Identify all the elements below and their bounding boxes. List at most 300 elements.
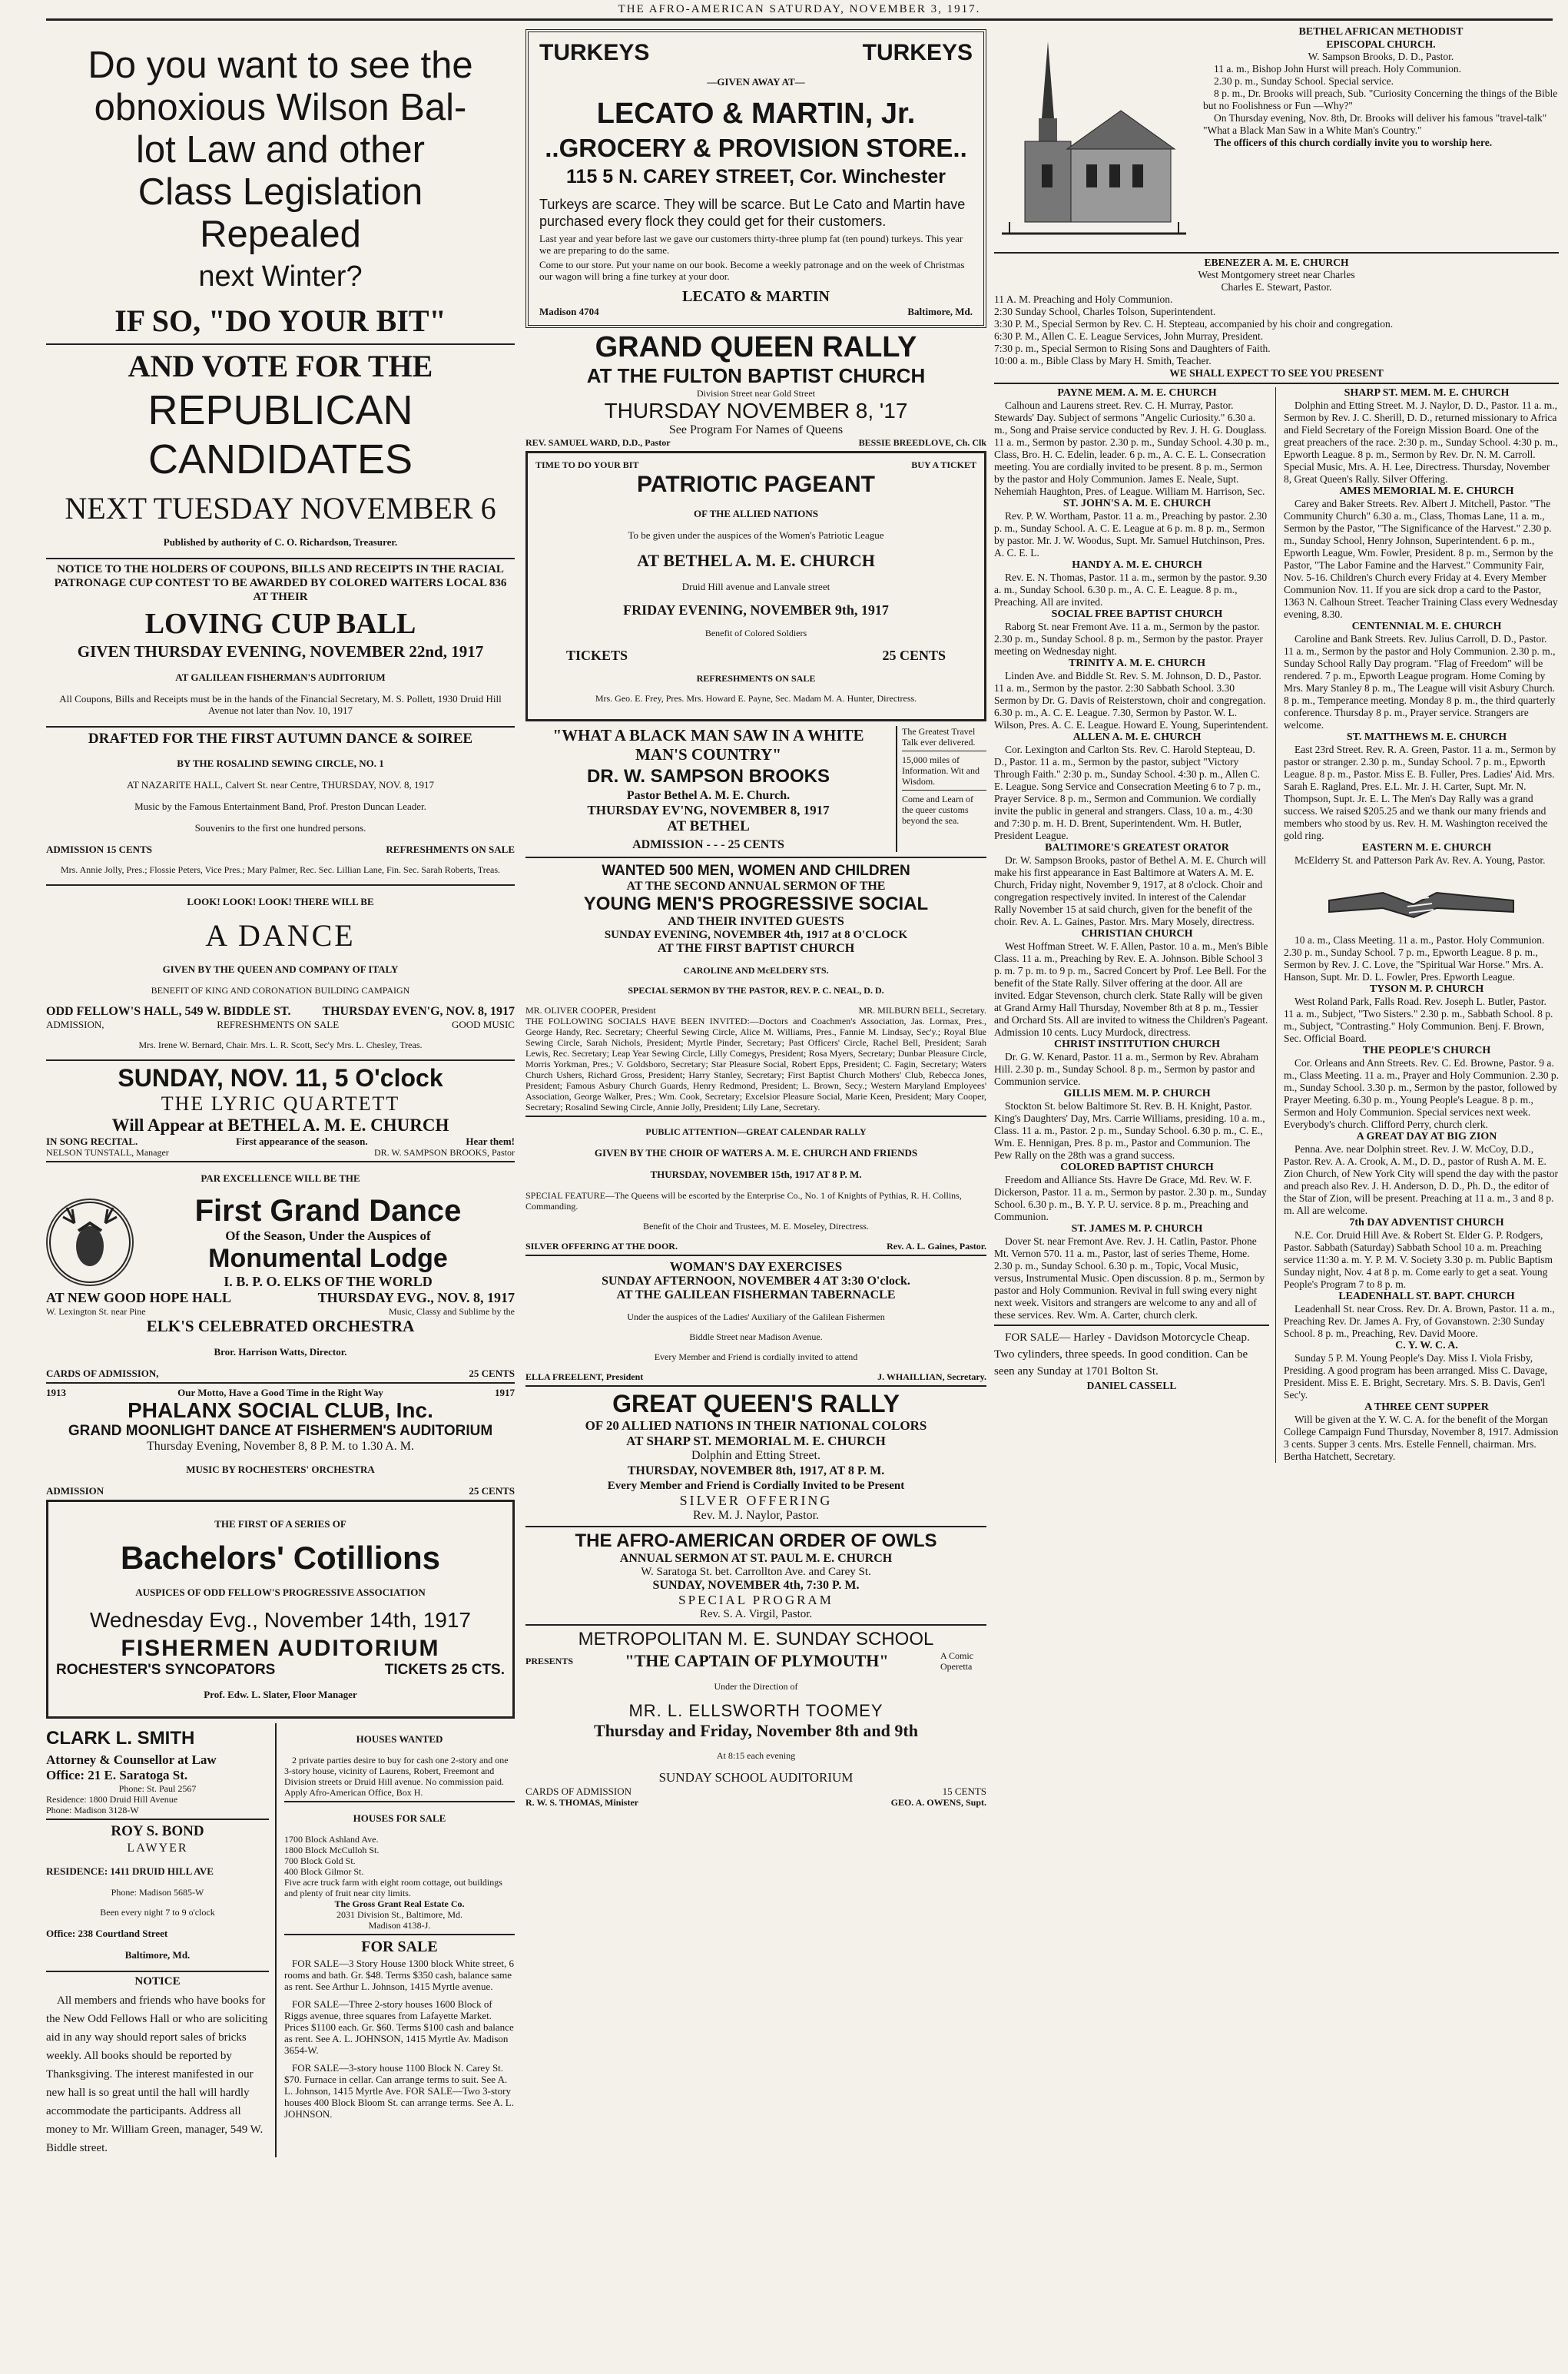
calendar-date: THURSDAY, NOVEMBER 15th, 1917 AT 8 P. M.	[650, 1169, 862, 1180]
church-title: ST. JOHN'S A. M. E. CHURCH	[1062, 498, 1212, 509]
cotillions-tickets: TICKETS 25 CTS.	[384, 1662, 505, 1678]
soiree-title: DRAFTED FOR THE FIRST AUTUMN DANCE & SOIREE	[88, 731, 473, 747]
great-queens-rev: Rev. M. J. Naylor, Pastor.	[692, 1509, 820, 1522]
bethel-line: The officers of this church cordially invite you to worship here.	[1214, 137, 1493, 148]
elks-director: Bror. Harrison Watts, Director.	[214, 1346, 347, 1358]
brooks-name: DR. W. SAMPSON BROOKS	[586, 766, 830, 787]
houses-sale-item: 1700 Block Ashland Ave.	[284, 1834, 379, 1845]
church-text: West Roland Park, Falls Road. Rev. Joseph L. Butler, Pastor. 11 a. m., Subject, "Two Sisters." 2.30 p. m., Sabbath School. 8 p. m., Subject, "Contrasting." Holy Communion. Benj. F. Brown, Sec. Official Board.	[1284, 996, 1553, 1044]
church-title: TRINITY A. M. E. CHURCH	[1069, 658, 1205, 669]
cotillions-manager: Prof. Edw. L. Slater, Floor Manager	[204, 1689, 357, 1700]
turkeys-last: Last year and year before last we gave our customers thirty-three plump fat (ten pound) turkeys. This year we are preparing to do the same.	[539, 233, 963, 256]
ebenezer-line: WE SHALL EXPECT TO SEE YOU PRESENT	[1169, 367, 1384, 379]
church-text: Rev. P. W. Wortham, Pastor. 11 a. m., Preaching by pastor. 2.30 p. m., Sunday School. A. C. E. League at 6 p. m. 8 p. m., Sermon by pastor. Mr. J. W. Woodus, Supt. Mr. Samuel Hutchinson, Pres. A. C. E. L.	[994, 510, 1268, 559]
pageant-ad	[525, 451, 986, 721]
church-notice	[994, 928, 1269, 1039]
ebenezer-line: 11 A. M. Preaching and Holy Communion.	[994, 293, 1173, 305]
church-title: GILLIS MEM. M. P. CHURCH	[1063, 1088, 1211, 1099]
elks-price: 25 CENTS	[469, 1368, 515, 1379]
church-text: Stockton St. below Baltimore St. Rev. B. H. Knight, Pastor. King's Daughters' Day, Mrs. Carrie Williams, presiding. 10 a. m., Class. 11 a. m., Pastor. 2 p. m., Sunday School. 6.30 p. m., C. E., Wm. E. Hennigan, Pres. 8 p. m., Pastor and Communion. The Pew Rally on the 28th was a grand success.	[994, 1100, 1265, 1161]
queen-rally-title: GRAND QUEEN RALLY	[595, 331, 917, 363]
houses-sale-phone: Madison 4138-J.	[368, 1920, 431, 1931]
cotillions-ad	[46, 1500, 515, 1719]
ymps-and: AND THEIR INVITED GUESTS	[668, 915, 844, 928]
wilson-next: NEXT TUESDAY NOVEMBER 6	[65, 491, 496, 526]
wilson-ifso: IF SO, "DO YOUR BIT"	[114, 303, 446, 338]
handshake-icon	[1321, 870, 1521, 931]
church-title: CENTENNIAL M. E. CHURCH	[1351, 621, 1502, 632]
pageant-time: TIME TO DO YOUR BIT	[535, 459, 639, 470]
ebenezer-pastor: Charles E. Stewart, Pastor.	[1221, 281, 1332, 293]
bond-hours: Been every night 7 to 9 o'clock	[100, 1907, 215, 1918]
bond-name: ROY S. BOND	[111, 1823, 204, 1839]
church-text: N.E. Cor. Druid Hill Ave. & Robert St. Elder G. P. Rodgers, Pastor. Sabbath (Saturday) Sabbath School 10 a. m. Preaching service 11:30 a. m. Y. P. M. V. Society 3.30 p. m. Public Baptism Sunday night, Nov. 4 at 8 p. m. Come early to get a seat. Young People's Program 7 to 8 p. m.	[1284, 1229, 1553, 1290]
wilson-ad	[46, 45, 515, 548]
metropolitan-comic: A Comic Operetta	[940, 1650, 974, 1672]
church-text: East 23rd Street. Rev. R. A. Green, Pastor. 11 a. m., Sermon by pastor or stranger. 2.30 p. m., Sunday School. 7 p. m., Epworth League. 8 p. m., Pastor. Miss E. B. Fuller, Pres. Ladies' Aid. Mrs. Sarah E. Ragland, Pres. E.L. Mr. J. H. Carter, Supt. Mr. N. Thompson, Supt. Jr. E. L. The Men's Day Rally was a grand success. We raised $205.25 and we thank our many friends and members who stood by us. Rev. H. M. Washington received the gold ring.	[1284, 744, 1556, 841]
elks-lodge: Monumental Lodge	[208, 1244, 448, 1273]
loving-title: LOVING CUP BALL	[144, 608, 416, 640]
elks-cards: CARDS OF ADMISSION,	[46, 1368, 159, 1379]
brooks-date: THURSDAY EV'NG, NOVEMBER 8, 1917	[587, 803, 830, 817]
church-notice	[994, 658, 1269, 731]
ebenezer-street: West Montgomery street near Charles	[1198, 269, 1355, 280]
church-directory-right	[1284, 387, 1559, 1463]
elks-season: Of the Season, Under the Auspices of	[225, 1228, 431, 1243]
church-title: PAYNE MEM. A. M. E. CHURCH	[1057, 387, 1217, 399]
for-sale	[284, 1938, 515, 2120]
wilson-line: Class Legislation	[138, 171, 423, 213]
smith-phone: Phone: St. Paul 2567	[118, 1783, 197, 1794]
church-text: Caroline and Bank Streets. Rev. Julius Carroll, D. D., Pastor. 11 a. m., Sermon by the pastor and Holy Communion. 2.30 p. m., Sunday School Rally Day program. "Flag of Freedom" will be rendered. 7 p. m., Epworth League program. Home Coming by Mrs. Mary Stanley 8 p. m., The League will visit Asbury Church. 8 p. m., Temperance meeting. Monday 8 p. m., the third quarterly conference. Thursday 8 p. m., Prayer service. Strangers are welcome.	[1284, 633, 1556, 731]
church-text: Dr. G. W. Kenard, Pastor. 11 a. m., Sermon by Rev. Abraham Hill. 2.30 p. m., Sunday School. 8 p. m., Sermon by pastor and Communion service.	[994, 1051, 1259, 1087]
brooks-side: Come and Learn of the queer customs beyond the sea.	[902, 794, 973, 826]
queen-rally-program: See Program For Names of Queens	[668, 423, 844, 436]
great-queens-ad	[525, 1390, 986, 1523]
phalanx-price: 25 CENTS	[469, 1485, 515, 1497]
pageant-officers: Mrs. Geo. E. Frey, Pres. Mrs. Howard E. Payne, Sec. Madam M. A. Hunter, Directress.	[595, 693, 917, 704]
church-notice	[1284, 1340, 1559, 1401]
ebenezer-title: EBENEZER A. M. E. CHURCH	[1204, 257, 1349, 268]
church-text: Freedom and Alliance Sts. Havre De Grace, Md. Rev. W. F. Dickerson, Pastor. 11 a. m., Sermon by pastor. 2.30 p. m., Sunday School. 6.30 p. m., B. Y. P. U. service. 8 p. m., Preaching and Communion.	[994, 1174, 1267, 1222]
wilson-line: lot Law and other	[136, 129, 425, 171]
church-title: ST. MATTHEWS M. E. CHURCH	[1346, 731, 1507, 743]
masthead: THE AFRO-AMERICAN SATURDAY, NOVEMBER 3, 1917.	[46, 3, 1553, 21]
metropolitan-captain: "THE CAPTAIN OF PLYMOUTH"	[625, 1651, 889, 1670]
owls-date: SUNDAY, NOVEMBER 4th, 7:30 P. M.	[652, 1579, 860, 1592]
elks-orchestra: ELK'S CELEBRATED ORCHESTRA	[146, 1317, 415, 1335]
turkeys-city: Baltimore, Md.	[907, 306, 973, 317]
wilson-published: Published by authority of C. O. Richardson, Treasurer.	[163, 536, 398, 548]
loving-at: AT GALILEAN FISHERMAN'S AUDITORIUM	[175, 671, 386, 683]
cotillions-auspices: AUSPICES OF ODD FELLOW'S PROGRESSIVE ASSOCIATION	[135, 1587, 426, 1598]
bond-city: Baltimore, Md.	[124, 1949, 191, 1961]
dance-hall: ODD FELLOW'S HALL, 549 W. BIDDLE ST.	[46, 1005, 291, 1018]
ymps-title: YOUNG MEN'S PROGRESSIVE SOCIAL	[583, 894, 929, 914]
phalanx-motto: Our Motto, Have a Good Time in the Right Way	[177, 1387, 383, 1398]
turkeys-phone: Madison 4704	[539, 306, 599, 317]
queen-rally-ch: BESSIE BREEDLOVE, Ch. Clk	[858, 437, 986, 448]
church-notice	[1284, 1401, 1559, 1463]
soiree-music: Music by the Famous Entertainment Band, Prof. Preston Duncan Leader.	[134, 801, 426, 812]
church-text: Cor. Lexington and Carlton Sts. Rev. C. Harold Stepteau, D. D., Pastor. 11 a. m., Sermon by the pastor, subject "Victory Through Faith." 2:30 p. m., Sunday School. 4:30 p. m., Allen C. E. League. Song Service and Consecration Meeting 6 to 7 p. m., Prayer Service. 8 p. m., Sermon and Communion. We cordially invite the public in general and strangers. Class, 10 a. m., 4:30 and 7:30 p. m. H. D. Brent, Superintendent. Wm. H. Butler, President League.	[994, 744, 1261, 841]
calendar-ad	[525, 1126, 986, 1252]
church-title: CHRISTIAN CHURCH	[1081, 928, 1193, 940]
metropolitan-presents: PRESENTS	[525, 1656, 574, 1666]
for-sale-item: FOR SALE—Three 2-story houses 1600 Block of Riggs avenue, three squares from Lafayette Market. Prices $1100 each. Gr. $60. Terms $100 cash and balance as rent. See A. L. JOHNSON, 1415 Myrtle Av. Madison 3654-W.	[284, 1998, 514, 2056]
church-title: A THREE CENT SUPPER	[1364, 1401, 1489, 1413]
church-title: BALTIMORE'S GREATEST ORATOR	[1045, 842, 1229, 854]
metropolitan-supt: GEO. A. OWENS, Supt.	[890, 1797, 986, 1808]
elks-hall: AT NEW GOOD HOPE HALL	[46, 1290, 232, 1305]
church-notice	[994, 498, 1269, 559]
bethel-line: On Thursday evening, Nov. 8th, Dr. Brooks will deliver his famous "travel-talk" "What a Black Man Saw in a White Man's Country."	[1203, 112, 1547, 136]
church-text: Raborg St. near Fremont Ave. 11 a. m., Sermon by the pastor. 2.30 p. m., Sunday School. 8 p. m., Sermon by the pastor. Prayer meeting on Wednesday night.	[994, 621, 1263, 657]
turkeys-given: —GIVEN AWAY AT—	[707, 76, 805, 88]
ymps-ad	[525, 863, 986, 1112]
brooks-at: AT BETHEL	[667, 818, 750, 834]
church-text: Linden Ave. and Biddle St. Rev. S. M. Johnson, D. D., Pastor. 11 a. m., Sermon by the pastor. 2:30 Sabbath School. 3.30 Sermon by Dr. G. Davis of Reisterstown, choir and congregation. 6.30 p. m., A. C. E. League. 7.30, Sermon by Pastor. W. L. Wilson, Pres. A. C. E. League. Howard E. Young, Superintendent.	[994, 670, 1268, 731]
church-notice	[1284, 621, 1559, 731]
church-text: Rev. E. N. Thomas, Pastor. 11 a. m., sermon by the pastor. 9.30 a. m., Sunday School. 6.30 p. m., A. C. E. League. 8 p. m., Preaching. All are invited.	[994, 572, 1268, 608]
cotillions-title: Bachelors' Cotillions	[120, 1540, 441, 1576]
calendar-public: PUBLIC ATTENTION—GREAT CALENDAR RALLY	[645, 1126, 867, 1137]
dance-admission: ADMISSION,	[46, 1019, 104, 1030]
lyric-first: First appearance of the season.	[236, 1136, 368, 1147]
church-notice	[994, 1039, 1269, 1088]
church-title: CHRIST INSTITUTION CHURCH	[1053, 1039, 1220, 1050]
church-notice	[994, 387, 1269, 498]
queen-rally-at: AT THE FULTON BAPTIST CHURCH	[586, 364, 926, 387]
calendar-given: GIVEN BY THE CHOIR OF WATERS A. M. E. CHURCH AND FRIENDS	[594, 1147, 918, 1159]
church-notice	[1284, 486, 1559, 621]
houses-sale-item: 400 Block Gilmor St.	[284, 1866, 364, 1877]
cotillions-band: ROCHESTER'S SYNCOPATORS	[56, 1662, 276, 1678]
wilson-line: obnoxious Wilson Bal-	[94, 87, 467, 128]
smith-name: CLARK L. SMITH	[46, 1728, 195, 1749]
dance-sec: Mrs. Irene W. Bernard, Chair. Mrs. L. R. Scott, Sec'y Mrs. L. Chesley, Treas.	[138, 1039, 423, 1050]
bond-title: LAWYER	[127, 1842, 188, 1855]
brooks-q: "WHAT A BLACK MAN SAW IN A WHITE MAN'S COUNTRY"	[552, 726, 864, 764]
bethel-line: 11 a. m., Bishop John Hurst will preach. Holy Communion.	[1214, 63, 1461, 75]
soiree-souvenirs: Souvenirs to the first one hundred persons.	[194, 822, 366, 834]
church-title: COLORED BAPTIST CHURCH	[1060, 1162, 1214, 1173]
lyric-hear: Hear them!	[466, 1136, 515, 1147]
phalanx-year1: 1913	[46, 1387, 66, 1398]
cotillions-first: THE FIRST OF A SERIES OF	[214, 1518, 346, 1530]
houses-wanted-title: HOUSES WANTED	[356, 1733, 443, 1745]
dance-title: A DANCE	[205, 918, 356, 953]
owls-title: THE AFRO-AMERICAN ORDER OF OWLS	[575, 1530, 937, 1551]
smith-title: Attorney & Counsellor at Law	[46, 1752, 217, 1767]
queen-rally-street: Division Street near Gold Street	[697, 388, 815, 399]
bethel-sub: EPISCOPAL CHURCH.	[1326, 38, 1436, 50]
womans-date: SUNDAY AFTERNOON, NOVEMBER 4 AT 3:30 O'clock.	[602, 1275, 910, 1288]
houses-sale-company: The Gross Grant Real Estate Co.	[334, 1898, 465, 1909]
church-notice	[994, 608, 1269, 658]
turkeys-ad	[525, 29, 986, 328]
calendar-benefit: Benefit of the Choir and Trustees, M. E. Moseley, Directress.	[643, 1221, 869, 1232]
wilson-line: Repealed	[200, 214, 361, 255]
elks-par: PAR EXCELLENCE WILL BE THE	[201, 1172, 360, 1184]
for-sale-item: FOR SALE—3 Story House 1300 block White street, 6 rooms and bath. Gr. $48. Terms $350 cash, balance same as rent. See Arthur L. Johnson, 1415 Myrtle avenue.	[284, 1958, 514, 1992]
smith-phone2: Phone: Madison 3128-W	[46, 1805, 139, 1815]
pageant-date: FRIDAY EVENING, NOVEMBER 9th, 1917	[623, 602, 889, 618]
owls-street: W. Saratoga St. bet. Carrollton Ave. and Carey St.	[641, 1566, 871, 1578]
pageant-given: To be given under the auspices of the Women's Patriotic League	[628, 529, 884, 541]
pageant-refresh: REFRESHMENTS ON SALE	[696, 673, 816, 684]
bethel-notice	[994, 26, 1559, 249]
elks-date: THURSDAY EVG., NOV. 8, 1917	[317, 1290, 515, 1305]
wilson-candidates: CANDIDATES	[148, 436, 413, 482]
womans-sec: J. WHAILLIAN, Secretary.	[877, 1371, 986, 1382]
phalanx-year2: 1917	[495, 1387, 515, 1398]
church-notice	[1284, 1217, 1559, 1291]
column-left	[46, 26, 515, 2362]
great-queens-offering: SILVER OFFERING	[679, 1493, 833, 1508]
smith-residence: Residence: 1800 Druid Hill Avenue	[46, 1794, 178, 1805]
turkeys-sign: LECATO & MARTIN	[682, 288, 830, 305]
bond-phone: Phone: Madison 5685-W	[111, 1887, 204, 1898]
great-queens-street: Dolphin and Etting Street.	[691, 1449, 820, 1462]
turkeys-store: ..GROCERY & PROVISION STORE..	[545, 134, 967, 162]
bethel-pastor: W. Sampson Brooks, D. D., Pastor.	[1308, 51, 1454, 62]
pageant-tickets: TICKETS	[566, 648, 628, 663]
church-notice	[1284, 842, 1559, 867]
wilson-vote: AND VOTE FOR THE	[128, 349, 433, 383]
dance-given: GIVEN BY THE QUEEN AND COMPANY OF ITALY	[162, 963, 399, 975]
brooks-ad	[525, 726, 986, 858]
church-title: EASTERN M. E. CHURCH	[1361, 842, 1492, 854]
church-notice	[1284, 983, 1559, 1045]
church-notice	[1284, 1131, 1559, 1217]
brooks-side: The Greatest Travel Talk ever delivered.	[902, 726, 986, 751]
turkeys-word: TURKEYS	[862, 40, 973, 65]
elks-ibpo: I. B. P. O. ELKS OF THE WORLD	[224, 1274, 433, 1289]
calendar-offering: SILVER OFFERING AT THE DOOR.	[525, 1241, 678, 1252]
turkeys-firm: LECATO & MARTIN, Jr.	[596, 98, 916, 130]
wilson-line: next Winter?	[198, 260, 363, 293]
church-title: THE PEOPLE'S CHURCH	[1362, 1045, 1491, 1056]
bethel-line: 8 p. m., Dr. Brooks will preach, Sub. "Curiosity Concerning the things of the Bible but no Foolishness or Fun —Why?"	[1203, 88, 1558, 111]
phalanx-dance: GRAND MOONLIGHT DANCE AT FISHERMEN'S AUDITORIUM	[68, 1423, 493, 1439]
dance-refresh: REFRESHMENTS ON SALE	[217, 1019, 340, 1030]
soiree-ad	[46, 731, 515, 875]
phalanx-date: Thursday Evening, November 8, 8 P. M. to 1.30 A. M.	[147, 1440, 414, 1453]
soiree-admission: ADMISSION 15 CENTS	[46, 844, 152, 855]
church-notice	[994, 1223, 1269, 1321]
phalanx-ad	[46, 1387, 515, 1497]
calendar-special: SPECIAL FEATURE—The Queens will be escorted by the Enterprise Co., No. 1 of Knights of Pythias, R. H. Collins, Commanding.	[525, 1190, 962, 1212]
ymps-at: AT THE SECOND ANNUAL SERMON OF THE	[626, 880, 886, 893]
church-notice	[1284, 731, 1559, 842]
great-queens-at: AT SHARP ST. MEMORIAL M. E. CHURCH	[626, 1434, 886, 1448]
lyric-quartet: THE LYRIC QUARTETT	[161, 1093, 400, 1115]
church-title: AMES MEMORIAL M. E. CHURCH	[1339, 486, 1514, 497]
houses-wanted-text: 2 private parties desire to buy for cash one 2-story and one 3-story house, vicinity of Laurens, Robert, Freemont and Division streets or Druid Hill avenue. No commission paid. Apply Afro-American Office, Box H.	[284, 1755, 509, 1798]
ymps-street: CAROLINE AND McELDERY STS.	[683, 965, 829, 976]
elks-ad	[46, 1172, 515, 1379]
pageant-addr: Druid Hill avenue and Lanvale street	[681, 581, 830, 592]
lyric-ad	[46, 1064, 515, 1158]
owls-program: SPECIAL PROGRAM	[678, 1593, 834, 1607]
turkeys-word: TURKEYS	[539, 40, 650, 65]
metropolitan-price: 15 CENTS	[942, 1785, 986, 1797]
church-title: ALLEN A. M. E. CHURCH	[1072, 731, 1202, 743]
church-notice	[994, 559, 1269, 608]
phalanx-admission: ADMISSION	[46, 1485, 104, 1497]
notice-text: All members and friends who have books for the New Odd Fellows Hall or who are soliciting aid in any way should report sales of bricks weekly. All books should be reported by Thanksgiving. The interest manifested in our new hall is so great until the hall will hardly accommodate the participants. Address all money to Mr. William Green, manager, 549 W. Biddle street.	[46, 1994, 268, 2154]
church-text: Calhoun and Laurens street. Rev. C. H. Murray, Pastor. Stewards' Day. Subject of sermons "Angelic Curiosity." 6.30 a. m., Song and Praise service conducted by Rev. J. H. G. Douglass. 11 a. m., Sermon by pastor. 2.30 p. m., Sunday School. 4.30 p. m., Class, Bro. H. C. Edelin, leader. 6 p. m., A. C. E. L. Consecration meeting. You are cordially invited to be present. 8 p. m., Sermon by the pastor and Holy Communion. James E. Neale, Supt. Nehemiah Haughton, Pres. of League. William M. Harrison, Sec.	[994, 400, 1269, 497]
ymps-sermon: SPECIAL SERMON BY THE PASTOR, REV. P. C. NEAL, D. D.	[628, 985, 884, 996]
brooks-side: 15,000 miles of Information. Wit and Wisdom.	[902, 751, 986, 791]
great-queens-every: Every Member and Friend is Cordially Invited to be Present	[607, 1480, 905, 1492]
church-title: 7th DAY ADVENTIST CHURCH	[1349, 1217, 1504, 1228]
houses-sale-addr: 2031 Division St., Baltimore, Md.	[336, 1909, 462, 1920]
soiree-officers: Mrs. Annie Jolly, Pres.; Flossie Peters, Vice Pres.; Mary Palmer, Rec. Sec. Lillian Lane, Fin. Sec. Sarah Roberts, Treas.	[60, 864, 501, 875]
church-directory-left	[994, 387, 1276, 1463]
church-title: ST. JAMES M. P. CHURCH	[1071, 1223, 1203, 1235]
metropolitan-time: At 8:15 each evening	[716, 1750, 796, 1761]
bond-residence: RESIDENCE: 1411 DRUID HILL AVE	[46, 1865, 214, 1877]
loving-cup-ad	[46, 562, 515, 716]
elks-street: W. Lexington St. near Pine	[46, 1306, 146, 1317]
womans-every: Every Member and Friend is cordially invited to attend	[654, 1351, 858, 1362]
owls-sermon: ANNUAL SERMON AT ST. PAUL M. E. CHURCH	[619, 1552, 893, 1565]
womans-street: Biddle Street near Madison Avenue.	[689, 1331, 823, 1342]
ebenezer-line: 10:00 a. m., Bible Class by Mary H. Smith, Teacher.	[994, 355, 1212, 366]
cotillions-date: Wednesday Evg., November 14th, 1917	[89, 1608, 471, 1632]
ymps-date: SUNDAY EVENING, NOVEMBER 4th, 1917 at 8 O'CLOCK	[604, 929, 908, 941]
elks-music: Music, Classy and Sublime by the	[389, 1306, 515, 1317]
houses-sale-text: Five acre truck farm with eight room cottage, out buildings and plenty of fruit near city limits.	[284, 1877, 502, 1898]
column-middle	[525, 26, 986, 2362]
church-text: Dr. W. Sampson Brooks, pastor of Bethel A. M. E. Church will make his first appearance in East Baltimore at Waters A. M. E. Church, Friday night, November 9, 1917, at 8 o'clock. Choir and congregation respectively invited. In interest of the Calendar Rally November 15 at said church, given for the benefit of the choir. Rev. A. L. Gaines, Pastor. Mrs. Mary Mosely, directress.	[994, 854, 1267, 927]
smith-office: Office: 21 E. Saratoga St.	[46, 1768, 188, 1782]
ymps-wanted: WANTED 500 MEN, WOMEN AND CHILDREN	[602, 863, 910, 879]
lyric-appear: Will Appear at BETHEL A. M. E. CHURCH	[111, 1116, 449, 1135]
turkeys-addr: 115 5 N. CAREY STREET, Cor. Winchester	[566, 166, 946, 187]
pageant-price: 25 CENTS	[882, 648, 946, 663]
metropolitan-title: METROPOLITAN M. E. SUNDAY SCHOOL	[578, 1629, 934, 1650]
ymps-pres: MR. OLIVER COOPER, President	[525, 1005, 656, 1016]
queen-rally-date: THURSDAY NOVEMBER 8, '17	[604, 399, 908, 423]
church-notice	[994, 842, 1269, 928]
turkeys-scarce: Turkeys are scarce. They will be scarce. But Le Cato and Martin have purchased every flock they could get for their customers.	[539, 197, 966, 229]
church-title: SOCIAL FREE BAPTIST CHURCH	[1051, 608, 1223, 620]
great-queens-of: OF 20 ALLIED NATIONS IN THEIR NATIONAL COLORS	[585, 1418, 927, 1433]
womans-under: Under the auspices of the Ladies' Auxiliary of the Galilean Fishermen	[627, 1311, 885, 1322]
pageant-buy: BUY A TICKET	[911, 459, 976, 470]
queen-rally-ad	[525, 331, 986, 448]
owls-rev: Rev. S. A. Virgil, Pastor.	[699, 1608, 813, 1620]
metropolitan-minister: R. W. S. THOMAS, Minister	[525, 1797, 639, 1808]
calendar-rev: Rev. A. L. Gaines, Pastor.	[887, 1241, 986, 1252]
soiree-refreshments: REFRESHMENTS ON SALE	[386, 844, 515, 855]
houses-sale	[284, 1812, 515, 1931]
for-sale-item: FOR SALE—3-story house 1100 Block N. Carey St. $70. Furnace in cellar. Can arrange terms to suit. See A. L. Johnson, 1415 Myrtle Ave. FOR SALE—Two 3-story houses 400 Block Bloom St. can arrange terms. See A. L. JOHNSON.	[284, 2062, 514, 2120]
loving-coupons: All Coupons, Bills and Receipts must be in the hands of the Financial Secretary, M. S. Pollett, 1930 Druid Hill Avenue not later than Nov. 10, 1917	[59, 693, 502, 716]
bethel-line: 2.30 p. m., Sunday School. Special service.	[1214, 75, 1394, 87]
church-text: Dolphin and Etting Street. M. J. Naylor, D. D., Pastor. 11 a. m., Sermon by Rev. J. C. Sherill, D. D., returned missionary to Africa and Field Secretary of the Foreign Mission Board. One of the great preachers of the race. 2:30 p. m., Sunday School. 4:30 p. m., Epworth League. 8 p. m., Sermon by Rev. Dr. N. M. Carroll. Special Music, Mrs. A. H. Lee, Directress. Thursday, November 8, Great Queen's Rally. Silver Offering.	[1284, 400, 1558, 485]
lyric-recital: IN SONG RECITAL.	[46, 1136, 138, 1147]
church-illustration-icon	[994, 26, 1194, 249]
church-text: Dover St. near Fremont Ave. Rev. J. H. Catlin, Pastor. Phone Mt. Vernon 570. 11 a. m., Pastor, last of series Theme, Home. 2.30 p. m., Sunday School. 6.30 p. m., Topic, Vocal Music, versus, Instrumental Music. Open discussion. 8 p. m., Sermon by pastor and Holy Communion. Revival in full swing every night next week. Visitors and strangers are welcome to any and all of these services. Rev. Wm. A. Carter, church clerk.	[994, 1235, 1265, 1321]
dance-benefit: BENEFIT OF KING AND CORONATION BUILDING CAMPAIGN	[151, 985, 410, 996]
for-sale-title: FOR SALE	[361, 1938, 438, 1955]
lyric-manager: NELSON TUNSTALL, Manager	[46, 1147, 169, 1158]
smith-card	[46, 1728, 269, 1815]
ebenezer-line: 6:30 P. M., Allen C. E. League Services, John Murray, President.	[994, 330, 1264, 342]
church-notice	[1284, 1045, 1559, 1131]
church-text: Will be given at the Y. W. C. A. for the benefit of the Morgan College Campaign Fund Thursday, November 8, 1917. Admission 3 cents. Supper 3 cents. Mrs. Estelle Fennell, chairman. Mrs. Bertha Hatchett, Secretary.	[1284, 1414, 1559, 1462]
church-notice	[1284, 387, 1559, 486]
harley-ad	[994, 1329, 1269, 1392]
phalanx-title: PHALANX SOCIAL CLUB, Inc.	[128, 1398, 433, 1422]
pageant-title: PATRIOTIC PAGEANT	[637, 472, 875, 497]
church-text: 10 a. m., Class Meeting. 11 a. m., Pastor. Holy Communion. 2.30 p. m., Sunday School. 7 p. m., Epworth League. 8 p. m., Sermon by Rev. J. C. Love, the "Spiritual War Horse." Mrs. A. Hanson, Supt. Mr. D. L. Fowler, Pres. Epworth League.	[1284, 934, 1545, 983]
wilson-line: Do you want to see the	[88, 45, 473, 86]
lyric-sunday: SUNDAY, NOV. 11, 5 O'clock	[118, 1064, 443, 1092]
great-queens-date: THURSDAY, NOVEMBER 8th, 1917, AT 8 P. M.	[627, 1464, 885, 1477]
church-title: TYSON M. P. CHURCH	[1369, 983, 1484, 995]
church-text: Cor. Orleans and Ann Streets. Rev. C. Ed. Browne, Pastor. 9 a. m., Class Meeting. 11 a. m., Prayer and Holy Communion. 2.30 p. m., Sunday School. 3.30 p. m., Sermon by the pastor, followed by Prayer Meeting. 6.30 p. m., Young People's League. 8 p. m., Sermon and Holy Communion. Special services next week. Everybody's church. Clifford Perry, church clerk.	[1284, 1057, 1559, 1130]
dance-look: LOOK! LOOK! LOOK! THERE WILL BE	[187, 896, 374, 907]
soiree-by: BY THE ROSALIND SEWING CIRCLE, NO. 1	[177, 758, 384, 769]
church-notice	[994, 731, 1269, 842]
dance-ad	[46, 896, 515, 1050]
church-notice	[1284, 934, 1559, 983]
church-text: Sunday 5 P. M. Young People's Day. Miss I. Viola Frisby, Presiding. A good program has been arranged. Miss C. Davage, President. Miss E. E. Bright, Secretary. Mrs. S. B. Davis, Gen'l Sec'y.	[1284, 1352, 1548, 1401]
ymps-invited: THE FOLLOWING SOCIALS HAVE BEEN INVITED:—Doctors and Coachmen's Association, Jas. Lormax, Pres., George Handy, Rec. Secretary; Cheerful Sewing Circle, Alice M. Williams, Pres., Fannie M. Lindsay, Sec'y.; Royal Blue Sewing Circle, Sarah Nichols, President; Myrtle Pinder, Secretary; Past Officers' Circle, Rachel Bell, President; Sarah Lewis, Rec. Secretary; Leap Year Sewing Circle, Lilly Comegys, President; Rosa Myers, Secretary; Dunbar Pleasure Circle, Morris Yorkman, Pres.; V. Goldsboro, Secretary; Star Pleasure Social, Robert Epps, President; C. Fagin, Secretary; Waters Church Ushers, Richard Gross, President; Harry Stanley, Secretary; First Baptist Church Mothers' Club, Rebecca Jones, President; Famous Asbury Church Guards, Henry Redmond, President; L. Brown, Secy.; Western Maryland Employees' Association, George Walker, Pres.; Wm. Cook, Secretary; Excelsior Pleasure Social, Marie Keen, President; Mary Cooper, Secretary; Rosalind Sewing Circle, Annie Jolly, President; Lily Lane, Secretary.	[525, 1016, 986, 1112]
notice-title: NOTICE	[134, 1975, 181, 1988]
houses-sale-item: 1800 Block McCulloh St.	[284, 1845, 380, 1855]
church-title: A GREAT DAY AT BIG ZION	[1356, 1131, 1497, 1142]
church-notice	[994, 1162, 1269, 1223]
brooks-pastor: Pastor Bethel A. M. E. Church.	[626, 789, 791, 802]
bethel-title: BETHEL AFRICAN METHODIST	[1298, 26, 1464, 38]
church-notice	[1284, 1291, 1559, 1340]
elk-head-icon	[46, 1199, 134, 1286]
metropolitan-under: Under the Direction of	[714, 1681, 798, 1692]
church-title: C. Y. W. C. A.	[1395, 1340, 1458, 1351]
church-text: Leadenhall St. near Cross. Rev. Dr. A. Brown, Pastor. 11 a. m., Preaching Rev. Dr. James A. Fry, of Govanstown. 2:30 Sunday School. 8 p. m., Preaching, Rev. David Moore.	[1284, 1303, 1555, 1339]
houses-wanted	[284, 1733, 515, 1798]
elks-title: First Grand Dance	[194, 1194, 462, 1228]
loving-notice: NOTICE TO THE HOLDERS OF COUPONS, BILLS AND RECEIPTS IN THE RACIAL PATRONAGE CUP CONTEST TO BE AWARDED BY COLORED WAITERS LOCAL 836 AT THEIR	[54, 563, 507, 603]
womans-at: AT THE GALILEAN FISHERMAN TABERNACLE	[616, 1288, 896, 1301]
church-title: HANDY A. M. E. CHURCH	[1072, 559, 1202, 571]
harley-name: DANIEL CASSELL	[1086, 1380, 1177, 1391]
soiree-at: AT NAZARITE HALL, Calvert St. near Centre, THURSDAY, NOV. 8, 1917	[126, 779, 435, 791]
pageant-of: OF THE ALLIED NATIONS	[694, 508, 818, 519]
metropolitan-place: SUNDAY SCHOOL AUDITORIUM	[658, 1770, 854, 1785]
metropolitan-cards: CARDS OF ADMISSION	[525, 1785, 632, 1797]
harley-text: FOR SALE— Harley - Davidson Motorcycle Cheap. Two cylinders, three speeds. In good condition. Can be seen any Sunday at 1701 Bolton St.	[994, 1331, 1250, 1378]
dance-music: GOOD MUSIC	[452, 1019, 515, 1030]
metropolitan-date: Thursday and Friday, November 8th and 9th	[594, 1721, 918, 1740]
ebenezer-line: 7:30 p. m., Special Sermon to Rising Sons and Daughters of Faith.	[994, 343, 1271, 354]
brooks-admission: ADMISSION - - - 25 CENTS	[632, 838, 784, 851]
phalanx-music: MUSIC BY ROCHESTERS' ORCHESTRA	[186, 1464, 375, 1475]
pageant-benefit: Benefit of Colored Soldiers	[704, 628, 807, 638]
notice-box	[46, 1975, 269, 2157]
ymps-sec: MR. MILBURN BELL, Secretary.	[858, 1005, 986, 1016]
metropolitan-director: MR. L. ELLSWORTH TOOMEY	[628, 1701, 883, 1720]
bond-card	[46, 1823, 269, 1961]
lyric-pastor: DR. W. SAMPSON BROOKS, Pastor	[373, 1147, 515, 1158]
cotillions-place: FISHERMEN AUDITORIUM	[121, 1636, 440, 1661]
